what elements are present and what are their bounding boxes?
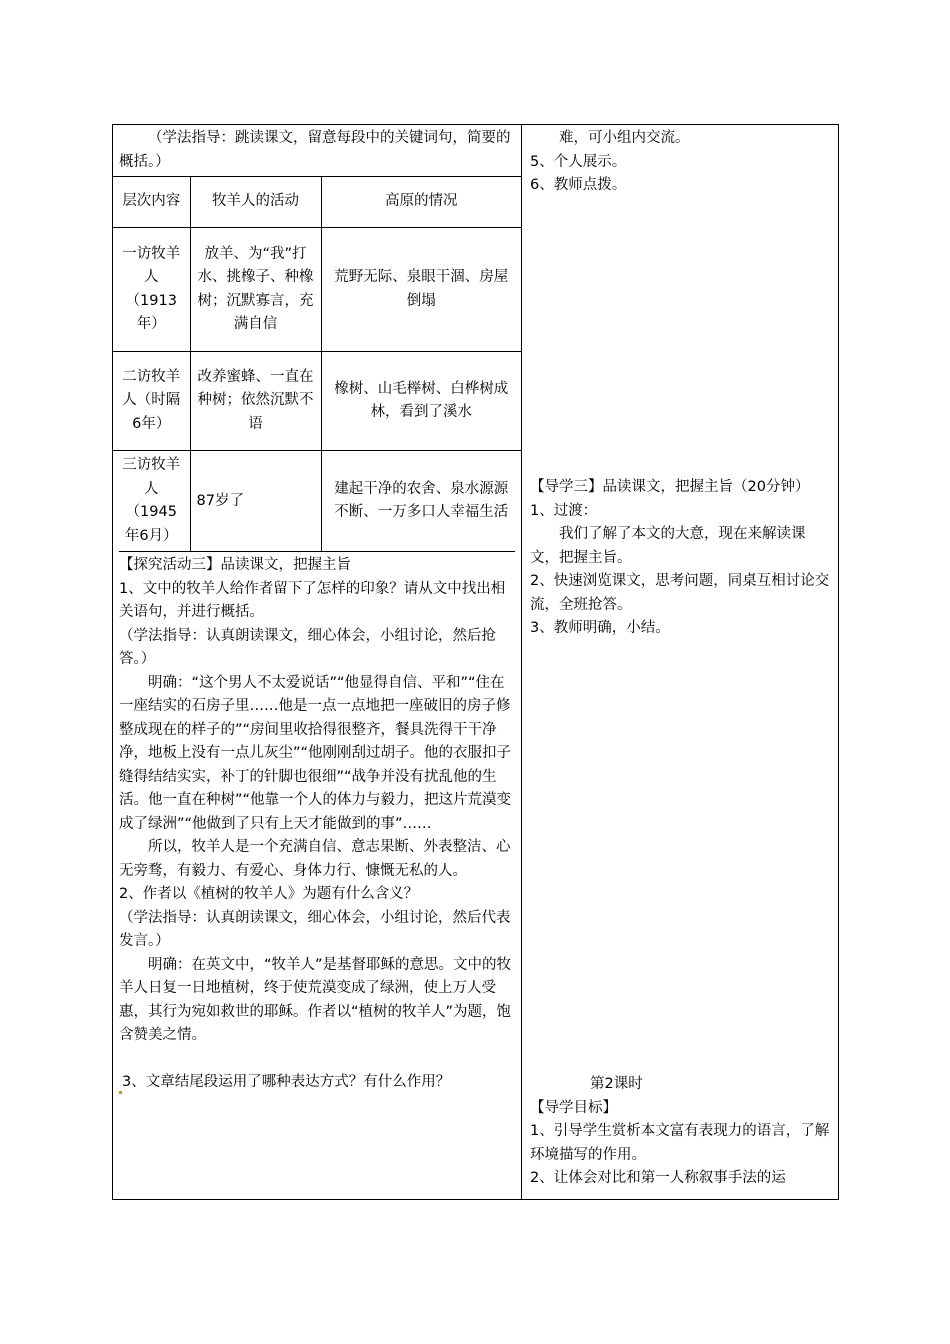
question-2-tip: （学法指导：认真朗读课文，细心体会，小组讨论，然后代表发言。） bbox=[119, 909, 511, 949]
table-cell-visit: 三访牧羊人（1945年6月） bbox=[113, 451, 190, 552]
right-line: 难，可小组内交流。 bbox=[559, 130, 690, 146]
marker-dot bbox=[119, 1091, 122, 1094]
left-column bbox=[113, 125, 522, 1199]
table-cell-activity: 87岁了 bbox=[190, 451, 321, 552]
activity-three bbox=[119, 551, 515, 1094]
right-line: 5、个人展示。 bbox=[530, 153, 627, 170]
table-cell-activity: 改养蜜蜂、一直在种树；依然沉默不语 bbox=[190, 352, 321, 451]
table-row bbox=[113, 451, 521, 552]
table-header: 高原的情况 bbox=[321, 177, 521, 228]
activity-title: 【探究活动三】品读课文，把握主旨 bbox=[119, 557, 351, 573]
goals-title: 【导学目标】 bbox=[530, 1099, 617, 1116]
question-2-answer: 明确：在英文中，“牧羊人”是基督耶稣的意思。文中的牧羊人日复一日地植树，终于使荒漠变成了绿洲，使上万人受惠，其行为宛如救世的耶稣。作者以“植树的牧羊人”为题，饱含赞美之情。 bbox=[119, 956, 512, 1043]
study-tip: （学法指导：跳读课文，留意每段中的关键词句，简要的概括。） bbox=[119, 130, 511, 170]
levels-table bbox=[113, 176, 521, 552]
question-1-answer: 明确：“这个男人不太爱说话”“他显得自信、平和”“住在一座结实的石房子里……他是一点一点地把一座破旧的房子修整成现在的样子的”“房间里收拾得很整齐，餐具洗得干干净净，地板上没有一点儿灰尘”“他刚刚刮过胡子。他的衣服扣子缝得结结实实，补丁的针脚也很细”“战争并没有扰乱他的生活。他一直在种树”“他靠一个人的体力与毅力，把这片荒漠变成了绿洲”“他做到了只有上天才能做到的事”…… bbox=[119, 674, 512, 832]
table-row bbox=[113, 352, 521, 451]
guide-three-step-3: 3、教师明确，小结。 bbox=[530, 620, 670, 636]
guide-three-step-2: 2、快速浏览课文，思考问题，同桌互相讨论交流，全班抢答。 bbox=[530, 573, 830, 613]
lesson-two bbox=[530, 1073, 832, 1191]
question-1-summary: 所以，牧羊人是一个充满自信、意志果断、外表整洁、心无旁骛，有毅力、有爱心、身体力行、慷慨无私的人。 bbox=[119, 839, 511, 879]
right-column bbox=[522, 125, 838, 1199]
table-cell-plateau: 荒野无际、泉眼干涸、房屋倒塌 bbox=[321, 228, 521, 352]
table-cell-plateau: 橡树、山毛榉树、白桦树成林，看到了溪水 bbox=[321, 352, 521, 451]
question-2: 2、作者以《植树的牧羊人》为题有什么含义？ bbox=[119, 886, 419, 902]
question-1: 1、文中的牧羊人给作者留下了怎样的印象？请从文中找出相关语句，并进行概括。 bbox=[119, 580, 506, 620]
question-3: 3、文章结尾段运用了哪种表达方式？有什么作用？ bbox=[122, 1073, 451, 1090]
goal-2: 2、让体会对比和第一人称叙事手法的运 bbox=[530, 1170, 786, 1186]
question-3-row bbox=[119, 1071, 515, 1095]
right-line: 6、教师点拨。 bbox=[530, 177, 627, 193]
table-cell-visit: 一访牧羊人（1913年） bbox=[113, 228, 190, 352]
table-header-row bbox=[113, 177, 521, 228]
table-cell-plateau: 建起干净的农舍、泉水源源不断、一万多口人幸福生活 bbox=[321, 451, 521, 552]
guide-three-step-1: 1、过渡： bbox=[530, 502, 598, 519]
table-cell-visit: 二访牧羊人（时隔6年） bbox=[113, 352, 190, 451]
lesson-table bbox=[112, 124, 839, 1200]
right-top-lines bbox=[530, 127, 832, 198]
table-header: 牧羊人的活动 bbox=[190, 177, 321, 228]
table-header: 层次内容 bbox=[113, 177, 190, 228]
guide-three-transition: 我们了解了本文的大意，现在来解读课文，把握主旨。 bbox=[530, 526, 806, 566]
table-cell-activity: 放羊、为“我”打水、挑橡子、种橡树；沉默寡言，充满自信 bbox=[190, 228, 321, 352]
table-row bbox=[113, 228, 521, 352]
goal-1: 1、引导学生赏析本文富有表现力的语言，了解环境描写的作用。 bbox=[530, 1123, 830, 1163]
question-1-tip: （学法指导：认真朗读课文，细心体会，小组讨论，然后抢答。） bbox=[119, 627, 496, 667]
guide-three bbox=[530, 476, 832, 641]
guide-three-title: 【导学三】品读课文，把握主旨（20分钟） bbox=[530, 479, 810, 495]
lesson-two-title: 第2课时 bbox=[590, 1076, 643, 1092]
